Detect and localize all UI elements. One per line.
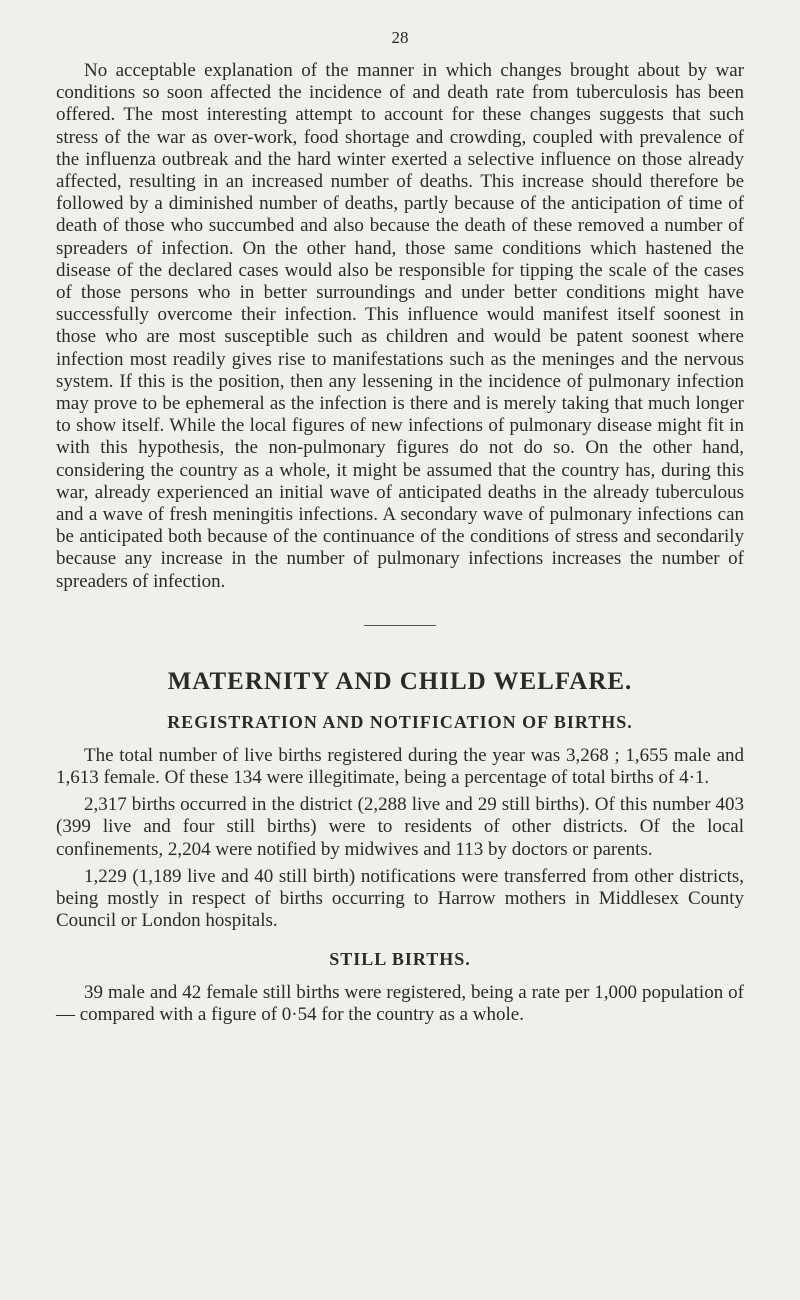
transferred-notifications-paragraph: 1,229 (1,189 live and 40 still birth) notifications were transferred from other districts, being mostly in respect of births occurring to Harrow mothers in Middlesex County Council or London hospitals. [56,865,744,932]
document-page [56,28,744,1026]
tuberculosis-paragraph: No acceptable explanation of the manner in which changes brought about by war conditions so soon affected the incidence of and death rate from tuberculosis has been offered. The most interesting attempt to account for these changes suggests that such stress of the war as over-work, food shortage and crowding, coupled with prevalence of the influenza outbreak and the hard winter exerted a selective influence on those already affected, resulting in an increased number of deaths. This increase should therefore be followed by a diminished number of deaths, partly because of the anticipation of time of death of those who succumbed and also because the death of these removed a number of spreaders of infection. On the other hand, those same conditions which hastened the disease of the declared cases would also be responsible for tipping the scale of the cases of those persons who in better surroundings and under better conditions might have successfully overcome their infection. This influence would manifest itself soonest in those who are most susceptible such as children and would be patent soonest where infection most readily gives rise to manifestations such as the meninges and the nervous system. If this is the position, then any lessening in the incidence of pulmonary infection may prove to be ephemeral as the infection is there and is merely taking that much longer to show itself. While the local figures of new infections of pulmonary disease might fit in with this hypothesis, the non-pulmonary figures do not do so. On the other hand, considering the country as a whole, it might be assumed that the country has, during this war, already experienced an initial wave of anticipated deaths in the already tuberculous and a wave of fresh meningitis infections. A secondary wave of pulmonary infections can be anticipated both because of the continuance of the conditions of stress and secondarily because any increase in the number of pulmonary infections increases the number of spreaders of infection. [56,60,744,592]
section-title: MATERNITY AND CHILD WELFARE. [167,667,633,695]
district-births-paragraph: 2,317 births occurred in the district (2,288 live and 29 still births). Of this number 403 (399 live and four still births) were to residents of other districts. Of the local confinements, 2,204 were notified by midwives and 113 by doctors or parents. [56,794,744,860]
still-births-paragraph: 39 male and 42 female still births were registered, being a rate per 1,000 population of — compared with a figure of 0·54 for the country as a whole. [56,981,744,1025]
still-births-heading: STILL BIRTHS. [329,948,471,969]
registration-heading: REGISTRATION AND NOTIFICATION OF BIRTHS. [167,711,633,732]
live-births-paragraph: The total number of live births registered during the year was 3,268 ; 1,655 male and 1,613 female. Of these 134 were illegitimate, being a percentage of total births of 4·1. [56,744,744,789]
page-number: 28 [391,28,409,47]
section-divider [364,625,436,626]
